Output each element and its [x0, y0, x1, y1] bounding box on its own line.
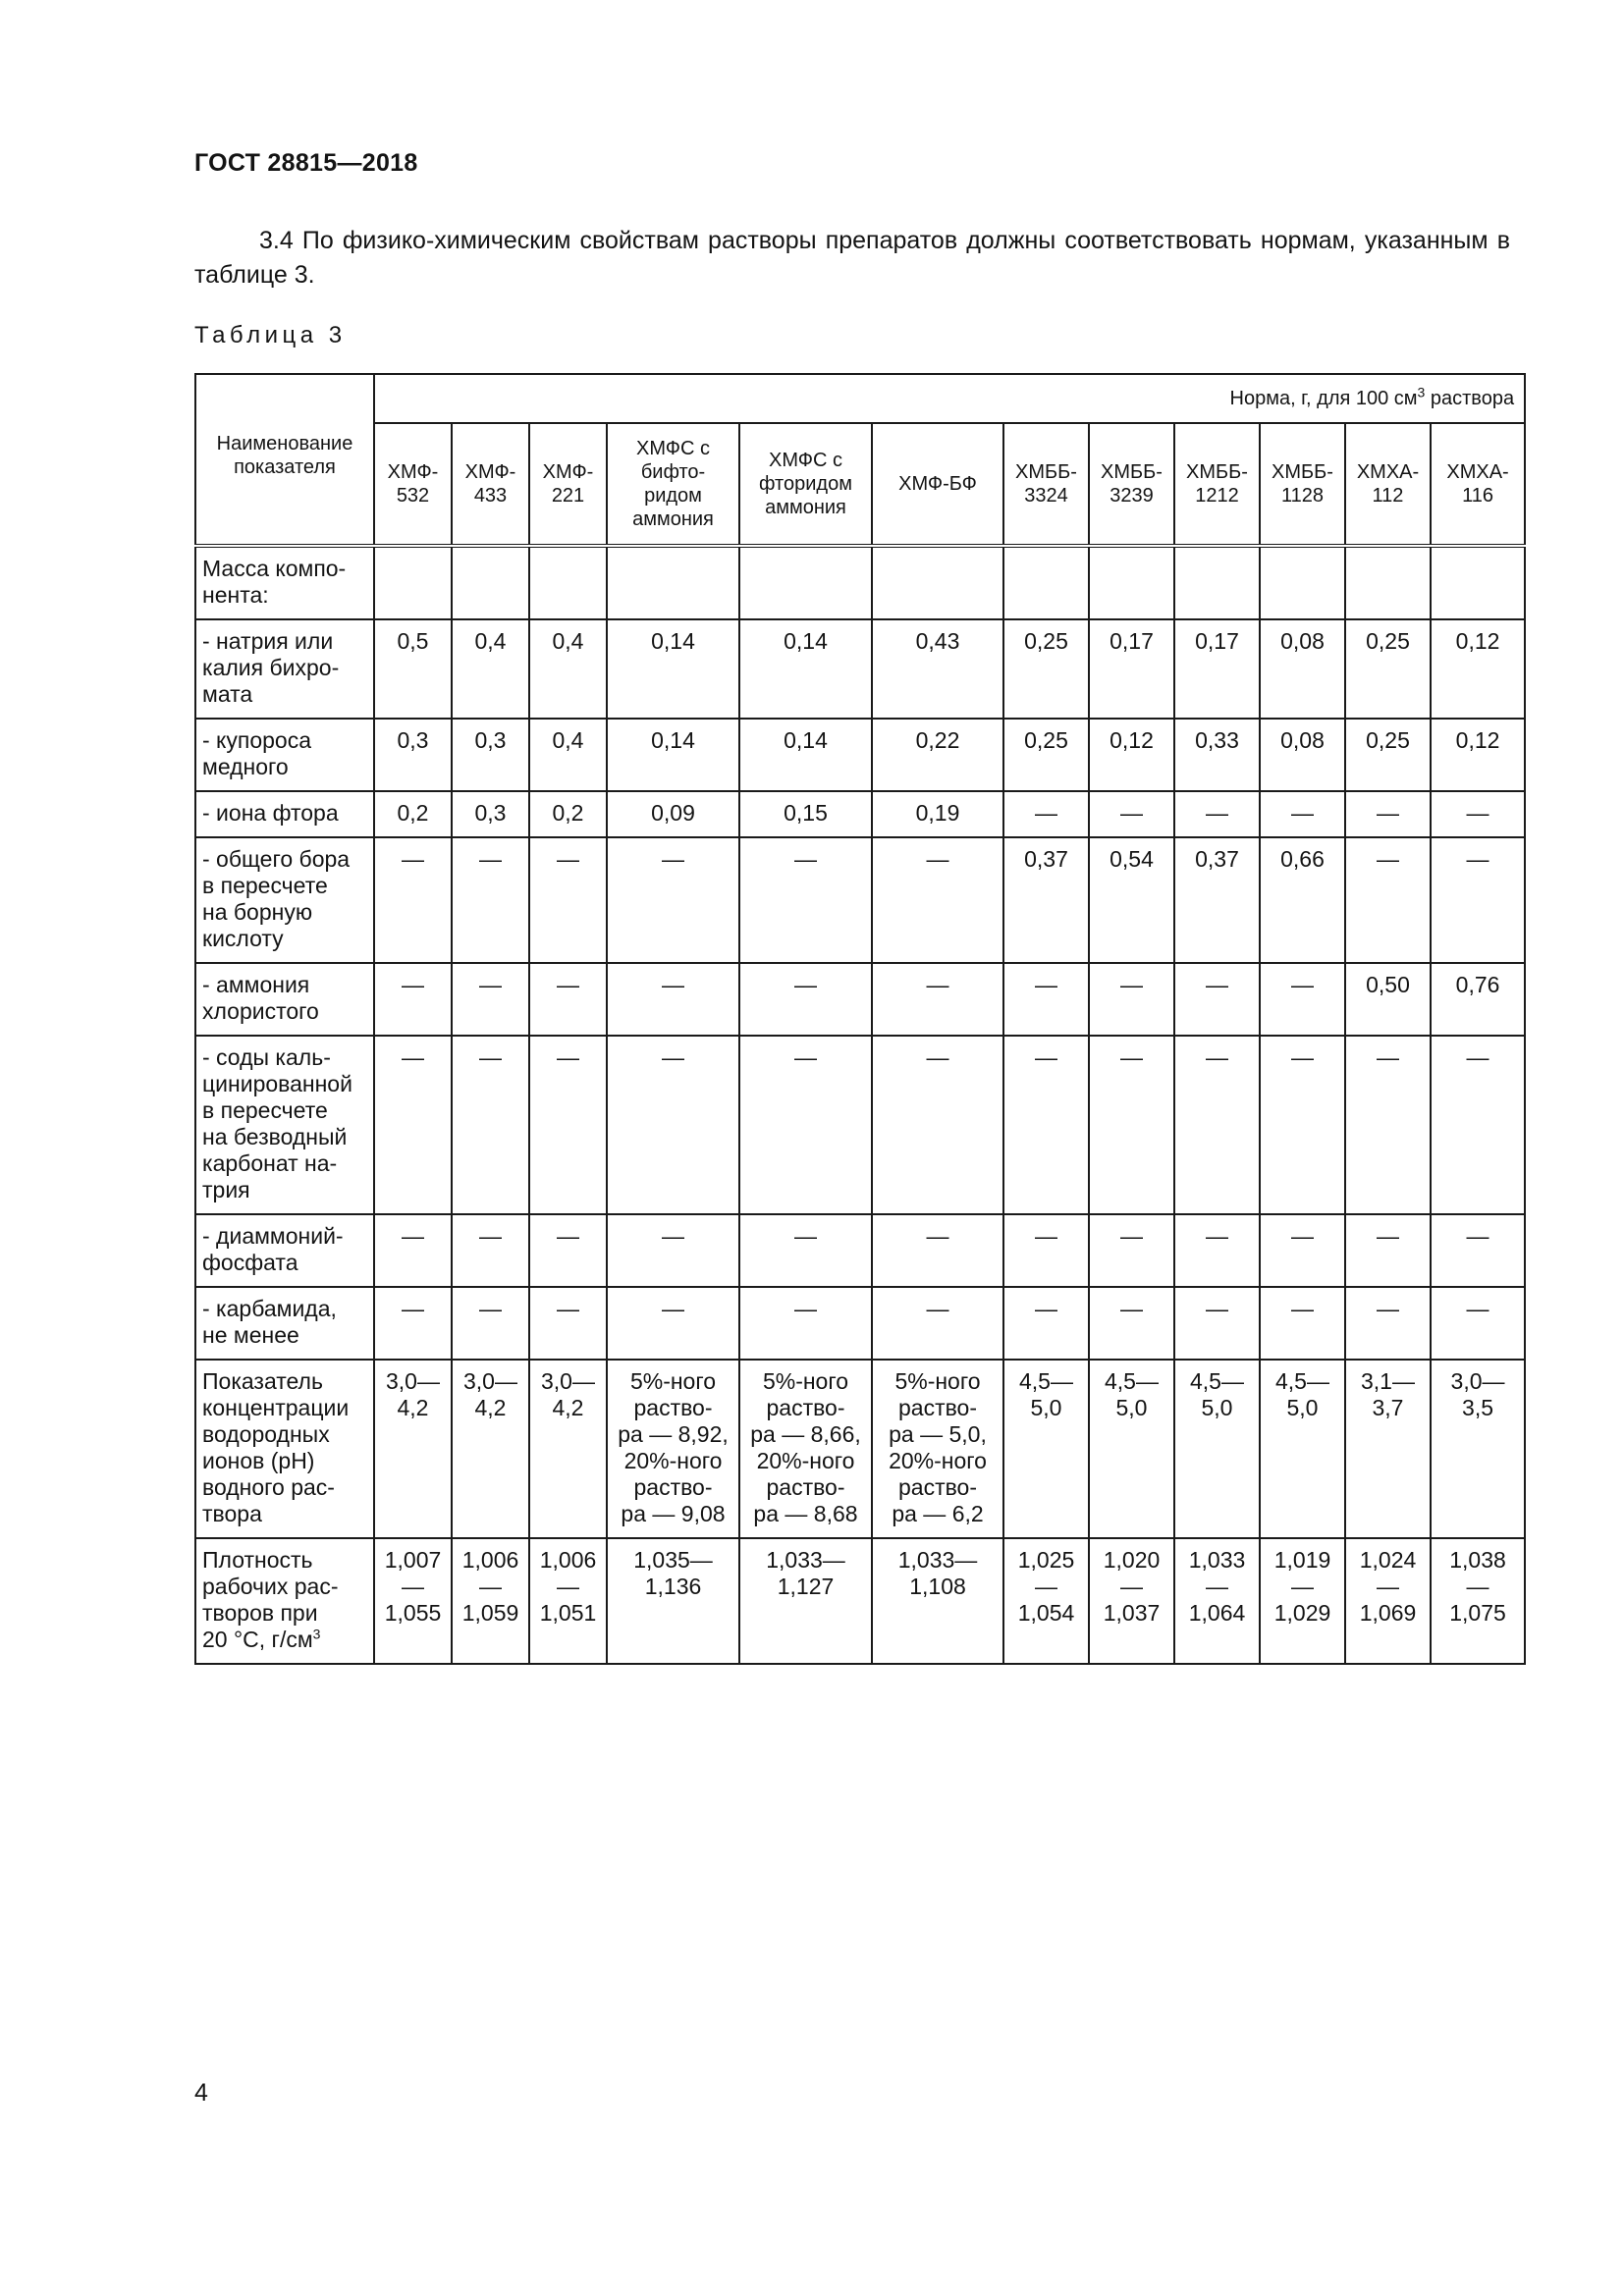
table-cell	[1003, 546, 1089, 619]
table-cell: —	[872, 1214, 1003, 1287]
row-label-text: Плотность рабочих рас- творов при 20 °С, г/см	[202, 1547, 339, 1652]
row-label	[195, 619, 374, 719]
table-cell: —	[1089, 963, 1174, 1036]
table-cell: —	[1431, 1214, 1525, 1287]
table-cell: —	[452, 1036, 529, 1214]
table-row	[195, 791, 1525, 837]
table-row	[195, 1287, 1525, 1360]
name-column-header: Наименование показателя	[195, 374, 374, 546]
table-cell: —	[1003, 1036, 1089, 1214]
table-cell: 0,37	[1003, 837, 1089, 963]
table-cell: 1,024 — 1,069	[1345, 1538, 1431, 1664]
table-cell: —	[529, 1214, 607, 1287]
table-cell: 3,0— 4,2	[374, 1360, 452, 1538]
row-label	[195, 1360, 374, 1538]
table-cell: —	[1345, 791, 1431, 837]
table-cell: 0,08	[1260, 719, 1345, 791]
column-header: ХМФС с фторидом аммония	[739, 423, 872, 546]
table-cell: 3,0— 4,2	[529, 1360, 607, 1538]
table-cell	[1089, 546, 1174, 619]
table-cell: —	[452, 963, 529, 1036]
table-cell: 1,033— 1,127	[739, 1538, 872, 1664]
table-cell: 5%-ного раство- ра — 5,0, 20%-ного раство- ра — 6,2	[872, 1360, 1003, 1538]
table-cell: —	[607, 963, 739, 1036]
row-label-text: - натрия или калия бихро- мата	[202, 628, 340, 707]
row-label	[195, 791, 374, 837]
table-cell: —	[1260, 791, 1345, 837]
table-cell: —	[529, 1287, 607, 1360]
row-label-text: - купороса медного	[202, 727, 311, 779]
table-cell: 0,14	[739, 719, 872, 791]
table-row	[195, 963, 1525, 1036]
table-cell	[1260, 546, 1345, 619]
row-label	[195, 1538, 374, 1664]
table-cell: 0,50	[1345, 963, 1431, 1036]
table-cell: —	[529, 1036, 607, 1214]
table-cell	[1345, 546, 1431, 619]
table-cell: —	[1345, 1287, 1431, 1360]
table-cell: 0,3	[452, 719, 529, 791]
table-cell: 0,3	[374, 719, 452, 791]
table-cell: 0,25	[1345, 719, 1431, 791]
table-cell: 0,09	[607, 791, 739, 837]
table-cell: 0,15	[739, 791, 872, 837]
column-header: ХМФ- 221	[529, 423, 607, 546]
table-cell: —	[872, 963, 1003, 1036]
table-cell: —	[1089, 1214, 1174, 1287]
table-cell: 4,5— 5,0	[1174, 1360, 1260, 1538]
table-row	[195, 1036, 1525, 1214]
column-header: ХМФ-БФ	[872, 423, 1003, 546]
table-cell: 0,14	[739, 619, 872, 719]
table-cell: —	[739, 1214, 872, 1287]
table-cell: —	[1174, 791, 1260, 837]
column-header: ХМФ- 433	[452, 423, 529, 546]
norm-header	[374, 374, 1525, 423]
table-cell: 0,22	[872, 719, 1003, 791]
table-cell: —	[374, 1214, 452, 1287]
column-header: ХМББ- 1212	[1174, 423, 1260, 546]
table-cell: 5%-ного раство- ра — 8,92, 20%-ного раство- ра — 9,08	[607, 1360, 739, 1538]
table-cell: —	[739, 1036, 872, 1214]
table-cell: —	[529, 963, 607, 1036]
norm-header-suffix: раствора	[1425, 387, 1515, 409]
norms-table	[194, 373, 1526, 1665]
column-header: ХМФ- 532	[374, 423, 452, 546]
table-row	[195, 719, 1525, 791]
table-cell	[452, 546, 529, 619]
table-cell: 1,038 — 1,075	[1431, 1538, 1525, 1664]
table-cell: —	[1003, 963, 1089, 1036]
column-header: ХМФС с бифто- ридом аммония	[607, 423, 739, 546]
column-header: ХМББ- 3239	[1089, 423, 1174, 546]
column-header: ХМХА- 112	[1345, 423, 1431, 546]
row-label	[195, 1036, 374, 1214]
table-cell: —	[1003, 1287, 1089, 1360]
table-cell: 0,12	[1089, 719, 1174, 791]
table-cell: 0,76	[1431, 963, 1525, 1036]
row-label-text: - карбамида, не менее	[202, 1296, 337, 1348]
table-cell: 0,54	[1089, 837, 1174, 963]
table-cell: —	[529, 837, 607, 963]
table-cell: —	[1089, 791, 1174, 837]
table-cell: 1,035— 1,136	[607, 1538, 739, 1664]
table-cell: —	[1431, 837, 1525, 963]
table-cell: —	[1174, 1036, 1260, 1214]
table-cell: 4,5— 5,0	[1089, 1360, 1174, 1538]
table-cell: —	[1003, 1214, 1089, 1287]
table-cell: 0,19	[872, 791, 1003, 837]
table-cell: —	[452, 1214, 529, 1287]
table-cell: —	[872, 1036, 1003, 1214]
table-row	[195, 1214, 1525, 1287]
row-label-text: - соды каль- цинированной в пересчете на безводный карбонат на- трия	[202, 1044, 352, 1202]
table-cell: —	[607, 1287, 739, 1360]
row-label-text: - иона фтора	[202, 800, 339, 826]
table-cell: 0,5	[374, 619, 452, 719]
column-header-row	[195, 423, 1525, 546]
row-label	[195, 719, 374, 791]
table-cell: 0,33	[1174, 719, 1260, 791]
norm-header-sup: 3	[1417, 383, 1426, 400]
row-label-text: - диаммоний- фосфата	[202, 1223, 344, 1275]
table-cell: 1,025 — 1,054	[1003, 1538, 1089, 1664]
table-cell: 0,43	[872, 619, 1003, 719]
table-cell: —	[1431, 1287, 1525, 1360]
column-header: ХМББ- 3324	[1003, 423, 1089, 546]
row-label-sup: 3	[312, 1626, 321, 1642]
table-cell: —	[374, 1287, 452, 1360]
row-label-text: - общего бора в пересчете на борную кислоту	[202, 846, 351, 951]
table-cell: —	[607, 837, 739, 963]
table-cell: 0,66	[1260, 837, 1345, 963]
table-cell: 1,033— 1,108	[872, 1538, 1003, 1664]
table-cell: 1,006 — 1,051	[529, 1538, 607, 1664]
table-cell: —	[1260, 1287, 1345, 1360]
table-cell: —	[452, 1287, 529, 1360]
column-header: ХМХА- 116	[1431, 423, 1525, 546]
row-label	[195, 1287, 374, 1360]
table-cell: —	[1345, 1214, 1431, 1287]
table-cell: 0,25	[1003, 619, 1089, 719]
table-cell: —	[607, 1036, 739, 1214]
table-cell: —	[1260, 963, 1345, 1036]
row-label-text: Масса компо- нента:	[202, 556, 347, 608]
table-cell: —	[739, 1287, 872, 1360]
table-row	[195, 837, 1525, 963]
table-cell: —	[1345, 837, 1431, 963]
table-cell: —	[739, 837, 872, 963]
table-cell	[607, 546, 739, 619]
table-cell: —	[374, 837, 452, 963]
table-row	[195, 546, 1525, 619]
table-cell: 3,1— 3,7	[1345, 1360, 1431, 1538]
table-cell: 0,14	[607, 619, 739, 719]
intro-paragraph: 3.4 По физико-химическим свойствам растворы препаратов должны соответствовать нормам, указанным в таблице 3.	[194, 227, 1510, 289]
table-cell: 0,2	[374, 791, 452, 837]
table-cell: 0,12	[1431, 719, 1525, 791]
row-label-text: - аммония хлористого	[202, 972, 319, 1024]
table-row	[195, 1360, 1525, 1538]
table-cell: 4,5— 5,0	[1003, 1360, 1089, 1538]
table-cell: —	[1089, 1287, 1174, 1360]
table-cell: 0,25	[1003, 719, 1089, 791]
table-cell	[374, 546, 452, 619]
table-cell	[529, 546, 607, 619]
table-row	[195, 619, 1525, 719]
table-cell: 0,4	[529, 619, 607, 719]
table-cell: —	[1003, 791, 1089, 837]
page-number: 4	[194, 2079, 208, 2107]
table-cell: —	[1260, 1036, 1345, 1214]
table-cell: —	[1345, 1036, 1431, 1214]
column-header: ХМББ- 1128	[1260, 423, 1345, 546]
table-cell: —	[872, 837, 1003, 963]
table-cell	[739, 546, 872, 619]
table-cell: —	[1174, 963, 1260, 1036]
table-cell: 0,14	[607, 719, 739, 791]
table-cell: —	[1174, 1214, 1260, 1287]
table-cell	[1174, 546, 1260, 619]
table-cell: 0,12	[1431, 619, 1525, 719]
table-cell: 1,006 — 1,059	[452, 1538, 529, 1664]
row-label	[195, 1214, 374, 1287]
table-cell: 1,020 — 1,037	[1089, 1538, 1174, 1664]
table-cell: —	[607, 1214, 739, 1287]
table-cell: —	[374, 963, 452, 1036]
table-cell: 0,08	[1260, 619, 1345, 719]
table-cell: —	[1174, 1287, 1260, 1360]
table-cell: 1,007 — 1,055	[374, 1538, 452, 1664]
table-cell	[1431, 546, 1525, 619]
table-cell: 5%-ного раство- ра — 8,66, 20%-ного раство- ра — 8,68	[739, 1360, 872, 1538]
document-header: ГОСТ 28815—2018	[194, 149, 418, 177]
table-cell: 3,0— 3,5	[1431, 1360, 1525, 1538]
table-cell: 0,2	[529, 791, 607, 837]
table-cell: —	[452, 837, 529, 963]
table-cell: 3,0— 4,2	[452, 1360, 529, 1538]
row-label	[195, 837, 374, 963]
table-cell: 0,3	[452, 791, 529, 837]
table-cell: 0,4	[529, 719, 607, 791]
table-cell: 0,25	[1345, 619, 1431, 719]
norm-header-prefix: Норма, г, для 100 см	[1229, 387, 1418, 409]
table-caption: Таблица 3	[194, 322, 347, 348]
table-cell: —	[739, 963, 872, 1036]
row-label	[195, 963, 374, 1036]
table-cell: 1,019 — 1,029	[1260, 1538, 1345, 1664]
row-label-text: Показатель концентрации водородных ионов (pH) водного рас- твора	[202, 1368, 350, 1526]
row-label	[195, 546, 374, 619]
table-cell: —	[1089, 1036, 1174, 1214]
table-cell: —	[1260, 1214, 1345, 1287]
table-cell: 0,37	[1174, 837, 1260, 963]
table-cell: —	[872, 1287, 1003, 1360]
table-cell: 0,4	[452, 619, 529, 719]
table-cell: 0,17	[1174, 619, 1260, 719]
table-row	[195, 1538, 1525, 1664]
table-cell: —	[374, 1036, 452, 1214]
table-cell: 0,17	[1089, 619, 1174, 719]
table-cell: —	[1431, 1036, 1525, 1214]
table-cell: 1,033 — 1,064	[1174, 1538, 1260, 1664]
table-cell: 4,5— 5,0	[1260, 1360, 1345, 1538]
table-cell	[872, 546, 1003, 619]
table-cell: —	[1431, 791, 1525, 837]
